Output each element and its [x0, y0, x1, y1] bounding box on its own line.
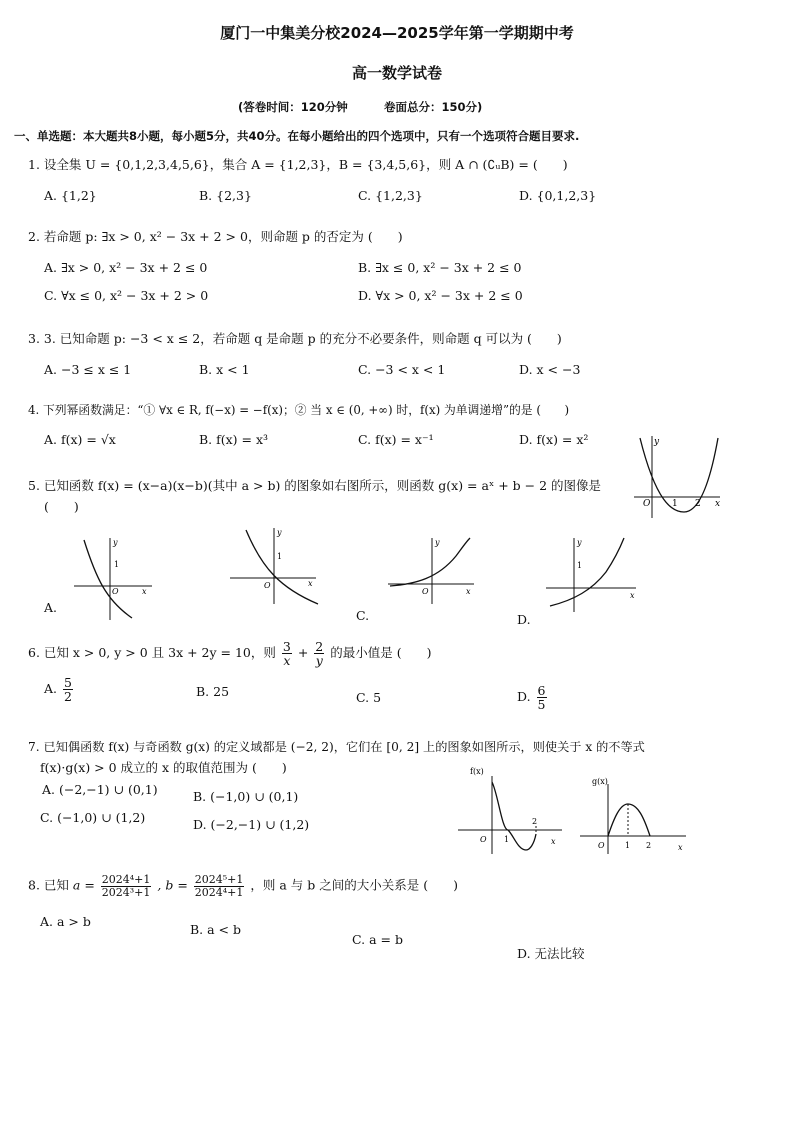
frac-num: 2 [315, 639, 324, 654]
q5-graph-b [228, 526, 320, 606]
q2-option-d: D. ∀x > 0, x² − 3x + 2 ≤ 0 [358, 288, 523, 303]
y-label: y [435, 538, 440, 547]
q1-option-c: C. {1,2,3} [358, 188, 423, 203]
y-label: y [577, 538, 582, 547]
curve [84, 540, 132, 618]
frac-num: 2024⁴+1 [101, 873, 151, 886]
tick-1: 1 [625, 841, 631, 850]
q4-option-b: B. f(x) = x³ [199, 432, 269, 447]
q7-option-d: D. (−2,−1) ∪ (1,2) [193, 817, 310, 832]
frac-num: 3 [282, 639, 291, 654]
frac-num: 2024⁵+1 [194, 873, 244, 886]
x-label: x [630, 591, 635, 600]
question-1-stem: 1. 设全集 U = {0,1,2,3,4,5,6}，集合 A = {1,2,3}，B = {3,4,5,6}，则 A ∩ (∁ᵤB) = ( ) [28, 157, 568, 172]
q8-a-label: a = [72, 877, 95, 893]
q6-fraction-3-over-x [282, 640, 292, 667]
gx-label: g(x) [592, 777, 608, 786]
frac-den: x [283, 653, 291, 669]
q7-graph-gx [578, 774, 690, 856]
q1-option-d: D. {0,1,2,3} [519, 188, 597, 203]
question-6-stem [28, 640, 431, 667]
q7-option-a: A. (−2,−1) ∪ (0,1) [42, 782, 158, 797]
q3-option-b: B. x < 1 [199, 362, 250, 377]
x-label: x [551, 837, 556, 846]
origin-label: O [112, 587, 119, 596]
exam-time: (答卷时间：120分钟 [238, 100, 348, 114]
curve [550, 538, 624, 606]
question-5-stem: 5. 已知函数 f(x) = (x−a)(x−b)(其中 a > b) 的图象如右图所示，则函数 g(x) = aˣ + b − 2 的图像是 [28, 478, 602, 493]
q8-stem-part1: 8. 已知 [28, 877, 69, 893]
gx-curve [608, 804, 650, 836]
question-4-stem: 4. 下列幂函数满足：“① ∀x ∈ R, f(−x) = −f(x)；② 当 x ∈ (0, +∞) 时，f(x) 为单调递增”的是 ( ) [28, 403, 570, 417]
q7-option-b: B. (−1,0) ∪ (0,1) [193, 789, 299, 804]
q7-graph-fx [456, 764, 566, 856]
tick-1: 1 [577, 561, 583, 570]
q8-option-a: A. a > b [40, 914, 91, 929]
q4-option-a: A. f(x) = √x [44, 432, 116, 447]
q2-option-a: A. ∃x > 0, x² − 3x + 2 ≤ 0 [44, 260, 208, 275]
tick-1: 1 [114, 560, 120, 569]
origin-label: O [598, 841, 605, 850]
q6-stem-part2: 的最小值是 ( ) [330, 645, 432, 661]
curve [390, 538, 470, 586]
tick-2: 2 [532, 817, 538, 826]
tick-1: 1 [277, 552, 283, 561]
q8-b-label: , b = [157, 877, 188, 893]
question-7-stem-line2: f(x)·g(x) > 0 成立的 x 的取值范围为 ( ) [40, 760, 287, 775]
origin-label: O [480, 835, 487, 844]
q5-option-a-label: A. [44, 600, 58, 615]
q4-option-d: D. f(x) = x² [519, 432, 589, 447]
y-label: y [277, 528, 282, 537]
q1-option-a: A. {1,2} [44, 188, 97, 203]
exam-total-score: 卷面总分：150分) [384, 100, 483, 114]
q5-graph-a [72, 536, 156, 622]
origin-label: O [643, 499, 651, 509]
q6-option-c: C. 5 [356, 690, 382, 705]
q8-option-c: C. a = b [352, 932, 403, 947]
option-label: A. [44, 681, 58, 697]
origin-label: O [422, 587, 429, 596]
frac-num: 5 [64, 675, 72, 690]
frac-den: y [315, 653, 323, 669]
q5-graph-d [544, 536, 640, 614]
question-7-stem-line1: 7. 已知偶函数 f(x) 与奇函数 g(x) 的定义域都是 (−2, 2)，它们在 [0, 2] 上的图象如图所示，则使关于 x 的不等式 [28, 740, 645, 754]
q8-option-b: B. a < b [190, 922, 242, 937]
q6-fraction-2-over-y [314, 640, 324, 667]
q5-graph-c [386, 536, 478, 606]
frac-den: 2024³+1 [101, 885, 151, 899]
x-label: x [715, 499, 721, 509]
section-heading: 一、单选题：本大题共8小题，每小题5分，共40分。在每小题给出的四个选项中，只有一个选项符合题目要求. [14, 129, 580, 143]
x-label: x [142, 587, 147, 596]
q8-option-d: D. 无法比较 [517, 946, 585, 961]
tick-2: 2 [646, 841, 652, 850]
q6-option-d-fraction [537, 684, 547, 711]
q3-option-c: C. −3 < x < 1 [358, 362, 446, 377]
question-2-stem: 2. 若命题 p: ∃x > 0, x² − 3x + 2 > 0，则命题 p 的否定为 ( ) [28, 229, 403, 244]
q2-option-c: C. ∀x ≤ 0, x² − 3x + 2 > 0 [44, 288, 209, 303]
fx-curve [492, 782, 536, 850]
question-5-paren: ( ) [44, 499, 79, 514]
q8-stem-part2: ，则 a 与 b 之间的大小关系是 ( ) [250, 877, 458, 893]
q8-a-fraction [101, 874, 152, 898]
q4-option-c: C. f(x) = x⁻¹ [358, 432, 434, 447]
x-label: x [678, 843, 683, 852]
q3-option-d: D. x < −3 [519, 362, 581, 377]
exam-subtitle: 高一数学试卷 [351, 64, 442, 82]
q8-b-fraction [194, 874, 245, 898]
q6-option-a-fraction [63, 676, 73, 703]
origin-label: O [264, 581, 271, 590]
tick-1: 1 [672, 499, 678, 509]
q6-stem-part1: 6. 已知 x > 0, y > 0 且 3x + 2y = 10，则 [28, 645, 276, 661]
q6-plus: + [297, 645, 309, 661]
question-3-stem: 3. 3. 已知命题 p: −3 < x ≤ 2，若命题 q 是命题 p 的充分不必要条件，则命题 q 可以为 ( ) [28, 331, 562, 346]
option-label: D. [517, 689, 531, 705]
q7-option-c: C. (−1,0) ∪ (1,2) [40, 810, 146, 825]
frac-den: 5 [537, 697, 546, 713]
y-label: y [113, 538, 118, 547]
q5-option-d-label: D. [517, 612, 531, 627]
y-label: y [654, 437, 660, 447]
tick-2: 2 [695, 499, 701, 509]
frac-den: 2024⁴+1 [194, 885, 244, 899]
curve [246, 530, 318, 604]
frac-den: 2 [64, 689, 72, 705]
frac-num: 6 [537, 683, 546, 698]
x-label: x [466, 587, 471, 596]
x-label: x [308, 579, 313, 588]
q5-option-c-label: C. [356, 608, 370, 623]
q6-option-b: B. 25 [196, 684, 230, 699]
q5-reference-graph [632, 432, 724, 520]
q6-option-d [517, 684, 549, 711]
exam-title: 厦门一中集美分校2024—2025学年第一学期期中考 [220, 24, 574, 42]
q3-option-a: A. −3 ≤ x ≤ 1 [44, 362, 132, 377]
question-8-stem [28, 874, 458, 898]
q1-option-b: B. {2,3} [199, 188, 252, 203]
q2-option-b: B. ∃x ≤ 0, x² − 3x + 2 ≤ 0 [358, 260, 522, 275]
q6-option-a [44, 676, 75, 703]
fx-label: f(x) [470, 767, 484, 776]
tick-1: 1 [504, 835, 510, 844]
